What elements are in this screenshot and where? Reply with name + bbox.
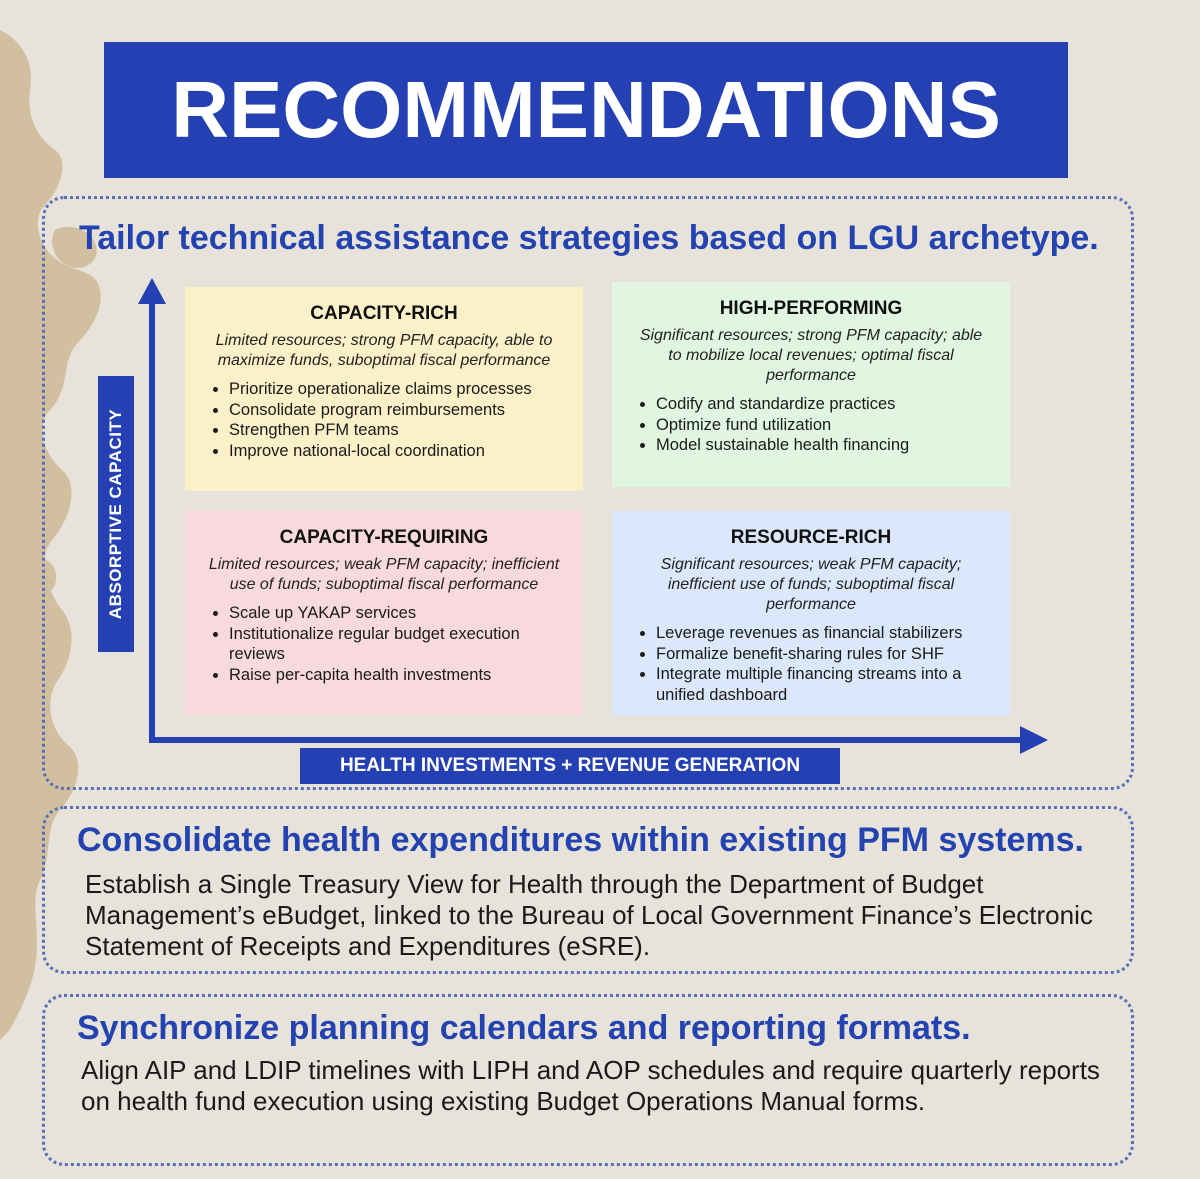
consolidate-heading: Consolidate health expenditures within existing PFM systems. (77, 821, 1084, 859)
list-item: • Prioritize operationalize claims processes (229, 379, 567, 400)
list-item: • Optimize fund utilization (656, 415, 994, 436)
list-item: • Strengthen PFM teams (229, 420, 567, 441)
y-axis-label-text: ABSORPTIVE CAPACITY (106, 408, 125, 620)
synchronize-body: Align AIP and LDIP timelines with LIPH and AOP schedules and require quarterly reports on health fund execution using existing Budget Operations Manual forms. (81, 1055, 1100, 1116)
quadrant-description: Limited resources; strong PFM capacity, able to maximize funds, suboptimal fiscal performance (215, 332, 553, 369)
quadrant-title: HIGH-PERFORMING (719, 298, 903, 319)
quadrant-description: Limited resources; weak PFM capacity; inefficient use of funds; suboptimal fiscal performance (208, 556, 560, 593)
consolidate-body: Establish a Single Treasury View for Health through the Department of Budget Management’s eBudget, linked to the Bureau of Local Government Finance’s Electronic Statement of Receipts and Expenditures (eSRE). (85, 869, 1093, 961)
quadrant-resource-rich (612, 511, 1010, 716)
quadrant-list (201, 379, 567, 461)
quadrant-capacity-requiring (185, 511, 583, 716)
quadrant-title: CAPACITY-REQUIRING (279, 527, 489, 548)
list-item: • Institutionalize regular budget execution reviews (229, 624, 567, 665)
title-banner (104, 42, 1068, 178)
quadrant-description: Significant resources; strong PFM capacity; able to mobilize local revenues; optimal fiscal performance (639, 327, 983, 384)
list-item: • Improve national-local coordination (229, 441, 567, 462)
list-item: • Codify and standardize practices (656, 394, 994, 415)
list-item: • Leverage revenues as financial stabilizers (656, 623, 994, 644)
synchronize-panel (42, 994, 1134, 1166)
x-axis-label (300, 748, 840, 784)
list-item: • Raise per-capita health investments (229, 665, 567, 686)
page-title: RECOMMENDATIONS (171, 65, 1001, 154)
list-item: • Consolidate program reimbursements (229, 400, 567, 421)
list-item: • Integrate multiple financing streams into a unified dashboard (656, 664, 994, 705)
list-item: • Scale up YAKAP services (229, 603, 567, 624)
quadrant-capacity-rich (185, 287, 583, 491)
quadrant-high-performing (612, 282, 1010, 487)
quadrant-description: Significant resources; weak PFM capacity; inefficient use of funds; suboptimal fiscal performance (660, 556, 962, 613)
x-axis-label-text: HEALTH INVESTMENTS + REVENUE GENERATION (339, 755, 801, 776)
archetype-heading: Tailor technical assistance strategies based on LGU archetype. (79, 219, 1099, 257)
quadrant-title: CAPACITY-RICH (310, 303, 458, 324)
quadrant-title: RESOURCE-RICH (730, 527, 892, 548)
list-item: • Model sustainable health financing (656, 435, 994, 456)
synchronize-heading: Synchronize planning calendars and reporting formats. (77, 1009, 971, 1047)
list-item: • Formalize benefit-sharing rules for SHF (656, 644, 994, 665)
quadrant-list (628, 623, 994, 705)
y-axis-label (98, 376, 134, 652)
quadrant-list (628, 394, 994, 456)
quadrant-list (201, 603, 567, 685)
consolidate-panel (42, 806, 1134, 974)
